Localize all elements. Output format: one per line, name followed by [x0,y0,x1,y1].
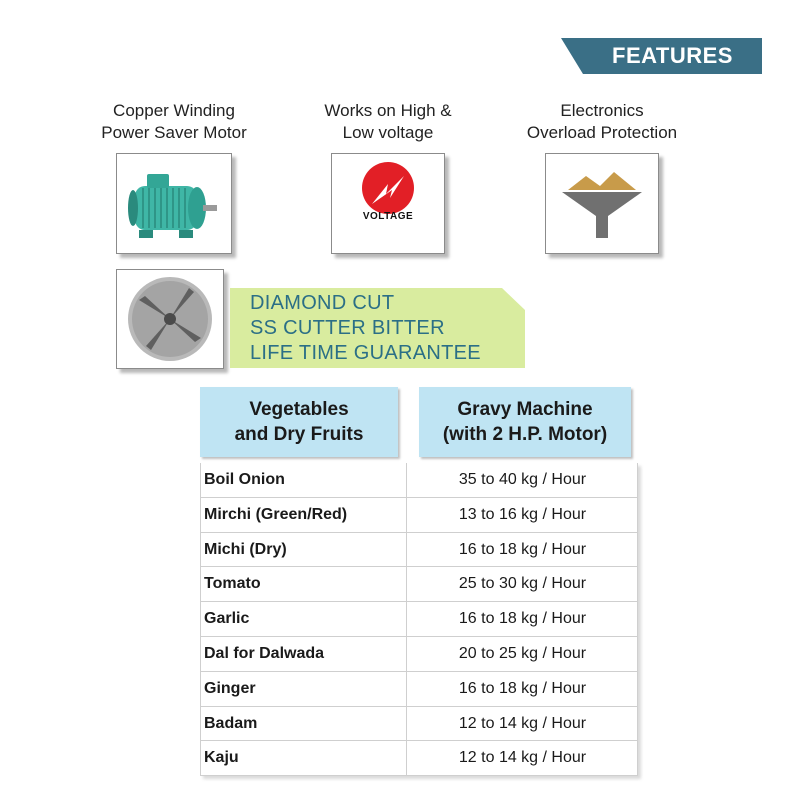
row-rate: 20 to 25 kg / Hour [458,644,587,662]
row-rate: 12 to 14 kg / Hour [458,714,587,732]
row-item: Boil Onion [204,471,285,488]
table-row [200,463,638,498]
table-row [200,567,638,602]
table-header [200,387,638,459]
row-item: Michi (Dry) [204,540,287,558]
feature-overload-line2: Overload Protection [526,123,678,142]
table-row [200,498,638,533]
cutter-line2: SS CUTTER BITTER [250,317,445,339]
capacity-table [200,387,638,767]
feature-overload [510,100,694,144]
header-vegetables [200,387,398,457]
voltage-icon-label: VOLTAGE [362,211,414,222]
hopper-icon [546,154,658,253]
header-gravy-machine [419,387,631,457]
voltage-icon-box [331,153,445,254]
table-row [200,637,638,672]
feature-voltage [296,100,480,144]
row-rate: 16 to 18 kg / Hour [458,540,587,558]
cutter-banner [230,288,525,368]
table-row [200,672,638,707]
row-item: Kaju [204,749,239,767]
row-item: Ginger [204,679,256,697]
cutter-blade-box [116,269,224,369]
row-rate: 12 to 14 kg / Hour [458,749,587,767]
cutter-blade-icon [117,270,223,368]
feature-motor-line2: Power Saver Motor [101,123,247,142]
motor-icon [117,154,231,253]
table-body [200,463,638,776]
row-item: Badam [204,714,258,732]
row-item: Dal for Dalwada [204,644,325,662]
table-row [200,707,638,742]
header-col2-line1: Gravy Machine [457,399,593,420]
cutter-line3: LIFE TIME GUARANTEE [250,342,481,364]
header-col2-line2: (with 2 H.P. Motor) [442,424,608,445]
feature-voltage-line2: Low voltage [342,123,434,142]
motor-icon-box [116,153,232,254]
features-title: FEATURES [612,43,733,68]
table-row [200,602,638,637]
row-rate: 16 to 18 kg / Hour [458,679,587,697]
cutter-line1: DIAMOND CUT [250,292,395,314]
features-banner [561,38,762,74]
row-item: Mirchi (Green/Red) [204,505,348,523]
header-col1-line2: and Dry Fruits [234,424,364,445]
feature-voltage-line1: Works on High & [324,101,452,120]
feature-motor-line1: Copper Winding [113,101,235,120]
feature-overload-line1: Electronics [560,101,644,120]
row-rate: 35 to 40 kg / Hour [458,471,587,488]
feature-motor [82,100,266,144]
hopper-icon-box [545,153,659,254]
table-row [200,533,638,568]
table-row [200,741,638,776]
row-rate: 16 to 18 kg / Hour [458,610,587,628]
row-rate: 13 to 16 kg / Hour [458,505,587,523]
row-rate: 25 to 30 kg / Hour [458,575,587,593]
row-item: Tomato [204,575,261,593]
header-col1-line1: Vegetables [249,399,349,420]
row-item: Garlic [204,610,250,628]
voltage-icon [332,154,444,253]
